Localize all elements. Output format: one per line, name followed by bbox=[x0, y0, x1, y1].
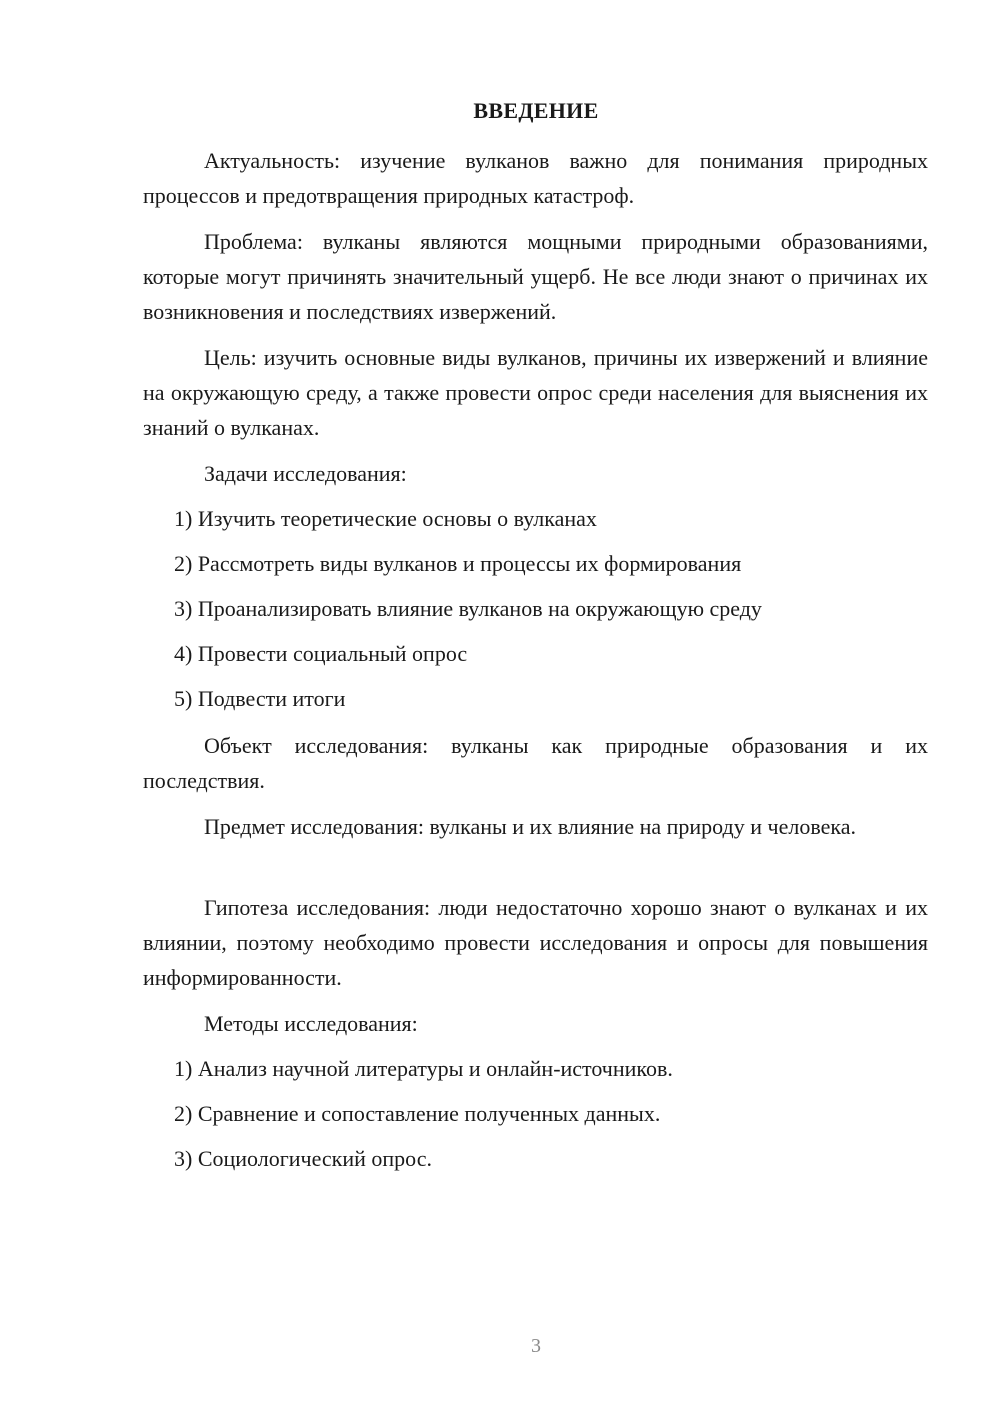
object-paragraph: Объект исследования: вулканы как природные образования и их последствия. bbox=[143, 733, 928, 793]
page-number: 3 bbox=[531, 1335, 541, 1357]
problem-paragraph: Проблема: вулканы являются мощными природными образованиями, которые могут причинять значительный ущерб. Не все люди знают о причинах их возникновения и последствиях извержений. bbox=[143, 229, 928, 324]
task-item-2: 2) Рассмотреть виды вулканов и процессы их формирования bbox=[174, 551, 742, 576]
hypothesis-paragraph: Гипотеза исследования: люди недостаточно хорошо знают о вулканах и их влиянии, поэтому необходимо провести исследования и опросы для повышения информированности. bbox=[143, 895, 928, 990]
method-item-2: 2) Сравнение и сопоставление полученных данных. bbox=[174, 1101, 661, 1126]
method-item-3: 3) Социологический опрос. bbox=[174, 1146, 432, 1171]
task-item-3: 3) Проанализировать влияние вулканов на окружающую среду bbox=[174, 596, 762, 621]
page-title: ВВЕДЕНИЕ bbox=[473, 98, 599, 123]
task-item-1: 1) Изучить теоретические основы о вулканах bbox=[174, 506, 597, 531]
subject-paragraph: Предмет исследования: вулканы и их влияние на природу и человека. bbox=[204, 814, 856, 839]
tasks-heading: Задачи исследования: bbox=[204, 461, 407, 486]
goal-paragraph: Цель: изучить основные виды вулканов, причины их извержений и влияние на окружающую среду, а также провести опрос среди населения для выяснения их знаний о вулканах. bbox=[143, 345, 928, 440]
methods-heading: Методы исследования: bbox=[204, 1011, 418, 1036]
method-item-1: 1) Анализ научной литературы и онлайн-источников. bbox=[174, 1056, 673, 1081]
relevance-paragraph: Актуальность: изучение вулканов важно для понимания природных процессов и предотвращения природных катастроф. bbox=[143, 148, 928, 208]
task-item-4: 4) Провести социальный опрос bbox=[174, 641, 468, 666]
task-item-5: 5) Подвести итоги bbox=[174, 686, 346, 711]
